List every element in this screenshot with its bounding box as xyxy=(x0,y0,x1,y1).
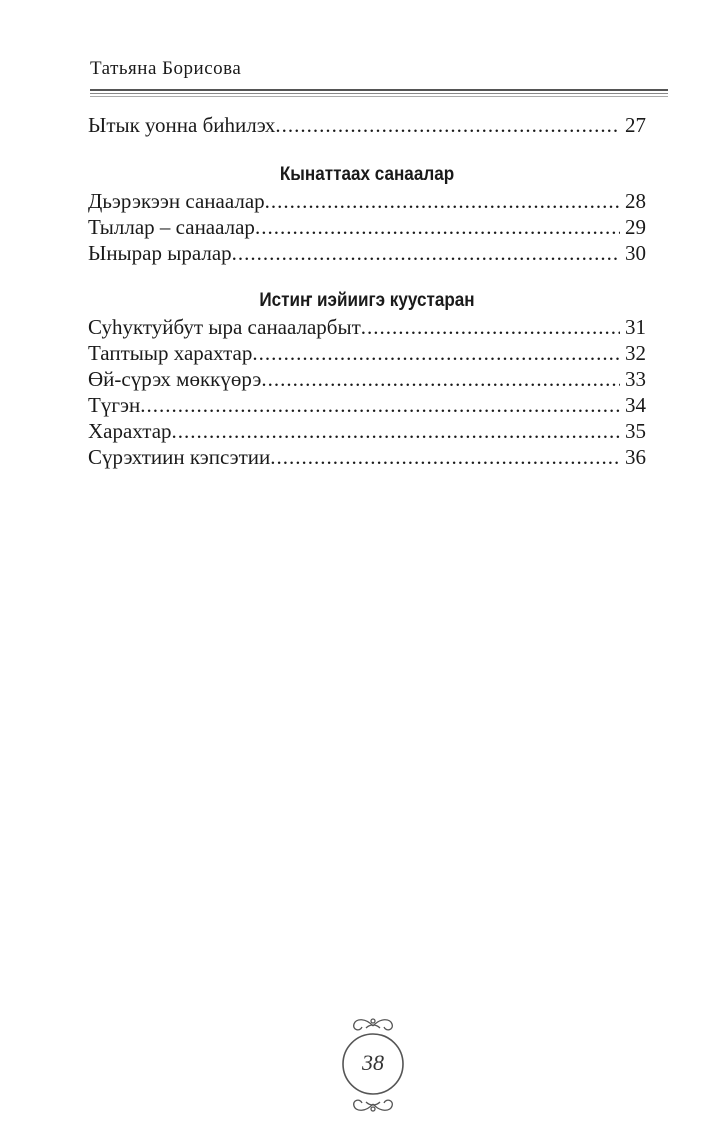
dot-leader xyxy=(232,240,620,266)
toc-entry-page: 33 xyxy=(625,367,646,391)
dot-leader xyxy=(261,366,620,392)
toc-entry-label: Харахтар xyxy=(88,419,172,443)
toc-entry xyxy=(88,418,646,444)
header-rule xyxy=(90,89,668,91)
toc-entry-page: 30 xyxy=(625,241,646,265)
toc-entry xyxy=(88,240,646,266)
dot-leader xyxy=(275,112,620,138)
toc-section-title: Истиҥ иэйиигэ куустаран xyxy=(259,290,475,311)
toc-entry-label: Сүрэхтиин кэпсэтии xyxy=(88,445,271,469)
header-rule-thin xyxy=(90,93,668,94)
toc-entry xyxy=(88,340,646,366)
dot-leader xyxy=(270,444,620,470)
dot-leader xyxy=(361,314,620,340)
dot-leader xyxy=(252,340,620,366)
page-number: 38 xyxy=(362,1050,384,1075)
toc-entry-page: 35 xyxy=(625,419,646,443)
toc-entry-label: Өй-сүрэх мөккүөрэ xyxy=(88,367,262,391)
dot-leader xyxy=(265,188,620,214)
toc-entry xyxy=(88,366,646,392)
toc-entry-label: Дьэрэкээн санаалар xyxy=(88,189,265,213)
page-number-ornament xyxy=(330,1012,416,1122)
dot-leader xyxy=(140,392,620,418)
toc-entry-page: 31 xyxy=(625,315,646,339)
toc-entry-page: 36 xyxy=(625,445,646,469)
toc-entry xyxy=(88,214,646,240)
header-rule-faint xyxy=(90,96,668,97)
toc-entry-label: Ытык уонна биһилэх xyxy=(88,113,276,137)
toc-entry xyxy=(88,112,646,138)
toc-entry-label: Түгэн xyxy=(88,393,141,417)
toc-entry-page: 29 xyxy=(625,215,646,239)
toc-entry-label: Тыллар – санаалар xyxy=(88,215,255,239)
dot-leader xyxy=(255,214,620,240)
toc-entry-label: Суһуктуйбут ыра санааларбыт xyxy=(88,315,361,339)
toc-entry xyxy=(88,188,646,214)
toc-entry-label: Ынырар ыралар xyxy=(88,241,232,265)
toc-entry-page: 27 xyxy=(625,113,646,137)
toc-entry xyxy=(88,314,646,340)
toc-entry-page: 32 xyxy=(625,341,646,365)
table-of-contents xyxy=(88,112,646,470)
dot-leader xyxy=(172,418,620,444)
toc-entry xyxy=(88,444,646,470)
running-head-author: Татьяна Борисова xyxy=(90,58,242,79)
toc-entry xyxy=(88,392,646,418)
toc-entry-page: 28 xyxy=(625,189,646,213)
toc-entry-label: Таптыыр харахтар xyxy=(88,341,253,365)
toc-section-title: Кынаттаах санаалар xyxy=(279,164,455,185)
toc-entry-page: 34 xyxy=(625,393,646,417)
